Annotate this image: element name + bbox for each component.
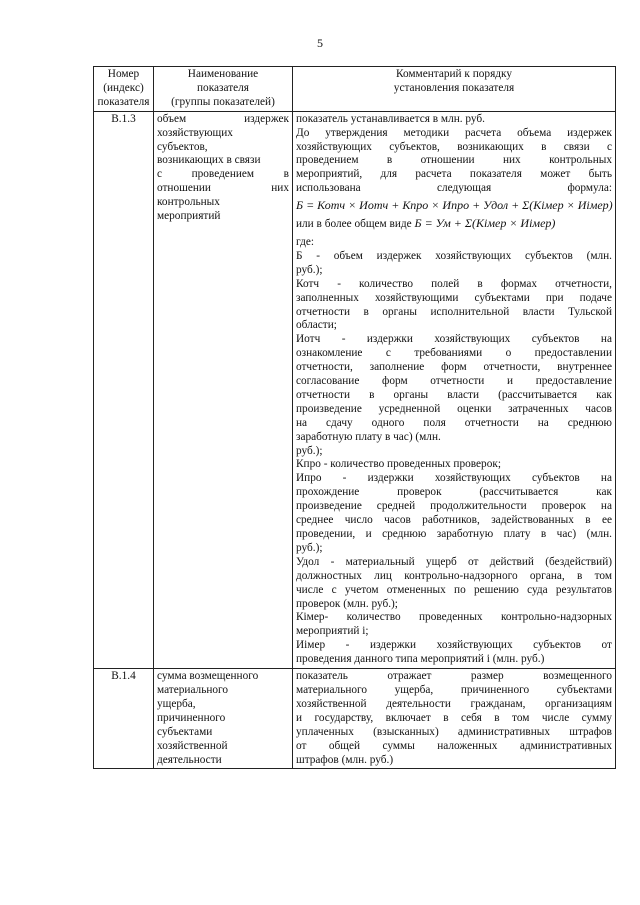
table-row [94,669,616,769]
row-name: объем издержек хозяйствующих субъектов, возникающих в связи с проведением в отношении них контрольных мероприятий [154,111,293,668]
header-name: Наименование показателя (группы показателей) [154,67,293,112]
row-comment: показатель отражает размер возмещенного материального ущерба, причиненного субъектами хозяйственной деятельности гражданам, организациям и государству, включает в себя в том числе сумму уплаченных (взысканных) административных штрафов от общей суммы наложенных административных штрафов (млн. руб.) [293,669,616,769]
header-comment: Комментарий к порядку установления показателя [293,67,616,112]
table-row [94,111,616,668]
header-index: Номер (индекс) показателя [94,67,154,112]
row-index: В.1.4 [94,669,154,769]
formula-main: Б = Котч × Иотч + Кпро × Ипро + Удол + Σ(Кiмер × Иiмер) [296,198,613,213]
formula-general: или в более общем виде Б = Ум + Σ(Кiмер × Иiмер) [296,216,556,231]
row-comment: показатель устанавливается в млн. руб. До утверждения методики расчета объема издержек хозяйствующих субъектов, возникающих в связи с проведением в отношении них контрольных мероприятий, для расчета показателя может быть использована следующая формула: Б = Котч × Иотч + Кпро × Ипро + Удол + Σ(Кiмер × Иiмер) или в более общем виде Б = Ум + Σ(Кiмер × Иiмер) где: Б - объем издержек хозяйствующих субъектов (млн. руб.); Котч - количество полей в формах отчетности, заполненных хозяйствующими субъектами при подаче отчетности в органы исполнительной власти Тульской области; Иотч - издержки хозяйствующих субъектов на ознакомление с требованиями о предоставлении отчетности, заполнение форм отчетности, внутреннее согласование форм отчетности и предоставление отчетности в органы власти (рассчитывается как произведение усредненной оценки затраченных часов на сдачу одного поля отчетности на среднюю заработную плату в час) (млн. руб.); Кпро - количество проведенных проверок; Ипро - издержки хозяйствующих субъектов на прохождение проверок (рассчитывается как произведение средней продолжительности проверок на среднее число часов работников, задействованных в ее проведении, и среднюю заработную плату в час) (млн. руб.); Удол - материальный ущерб от действий (бездействий) должностных лиц контрольно-надзорного органа, в том числе с учетом отмененных по решению суда результатов проверок (млн. руб.); Кiмер- количество проведенных контрольно-надзорных мероприятий i; Иiмер - издержки хозяйствующих субъектов от проведения данного типа мероприятий i (млн. руб.) [293,111,616,668]
page-number: 5 [317,36,323,50]
indicators-table [93,66,616,769]
row-name: сумма возмещенного материального ущерба, причиненного субъектами хозяйственной деятельности [154,669,293,769]
row-index: В.1.3 [94,111,154,668]
table-header-row [94,67,616,112]
